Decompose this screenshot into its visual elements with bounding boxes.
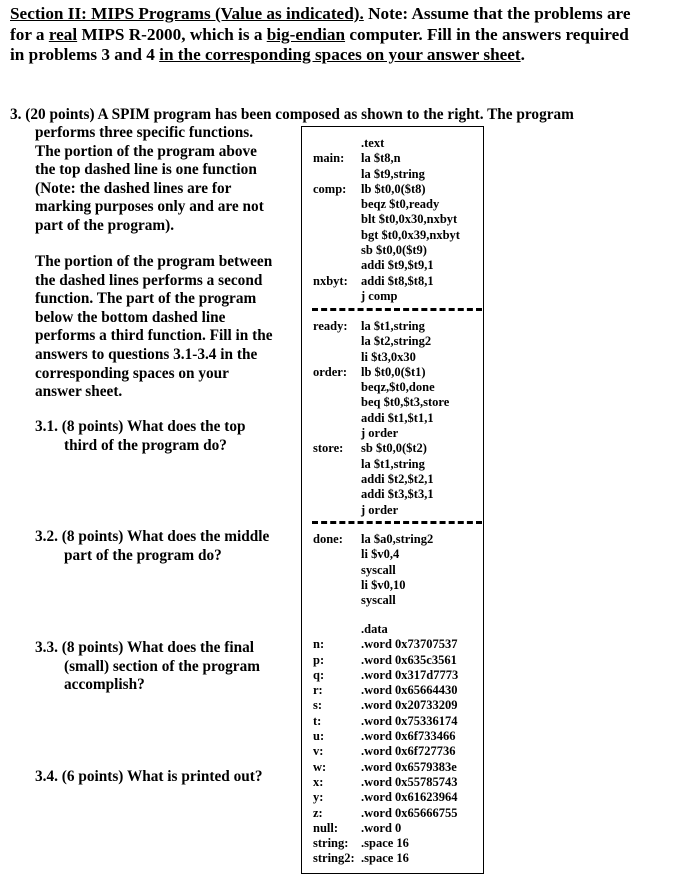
code-line xyxy=(302,212,485,227)
para1-line: performs three specific functions. xyxy=(35,124,254,141)
code-instruction: .word 0x55785743 xyxy=(361,774,458,789)
code-line xyxy=(302,578,485,593)
q32-line1: 3.2. (8 points) What does the middle xyxy=(35,528,270,545)
code-instruction: syscall xyxy=(361,593,396,608)
code-line xyxy=(302,243,485,258)
code-line xyxy=(302,228,485,243)
code-instruction: j comp xyxy=(361,288,398,303)
code-line xyxy=(302,197,485,212)
code-line xyxy=(302,547,485,562)
para2-line: function. The part of the program xyxy=(35,290,257,308)
code-line xyxy=(302,258,485,273)
note-real: real xyxy=(48,24,78,44)
code-line xyxy=(302,182,485,197)
note-period: . xyxy=(520,45,525,65)
code-label: w: xyxy=(313,759,327,774)
code-instruction: addi $t3,$t3,1 xyxy=(361,487,434,502)
code-instruction: beq $t0,$t3,store xyxy=(361,395,450,410)
para1-line: the top dashed line is one function xyxy=(35,161,257,179)
code-instruction: syscall xyxy=(361,562,396,577)
code-instruction: .word 0x65664430 xyxy=(361,683,458,698)
code-label: store: xyxy=(313,441,344,456)
q33-line1: 3.3. (8 points) What does the final xyxy=(35,639,254,656)
code-section-final xyxy=(302,532,485,608)
code-label: q: xyxy=(313,667,325,682)
code-line xyxy=(302,426,485,441)
code-label: order: xyxy=(313,364,348,379)
q32-line2: part of the program do? xyxy=(64,546,222,564)
code-instruction: .data xyxy=(361,622,388,636)
code-instruction: la $a0,string2 xyxy=(361,532,434,546)
code-label: v: xyxy=(313,744,324,759)
code-label: nxbyt: xyxy=(313,273,348,288)
code-line xyxy=(302,472,485,487)
para2-line: answers to questions 3.1-3.4 in the xyxy=(35,345,258,363)
section-title: Section II: MIPS Programs (Value as indicated). xyxy=(10,4,364,23)
code-instruction: .word 0x6f733466 xyxy=(361,729,456,744)
code-instruction: .word 0x317d7773 xyxy=(361,667,459,682)
code-instruction: addi $t2,$t2,1 xyxy=(361,471,434,486)
code-label: string: xyxy=(313,836,349,851)
code-instruction: .text xyxy=(361,136,385,150)
q33-line3: accomplish? xyxy=(64,676,145,694)
code-instruction: beqz $t0,ready xyxy=(361,197,440,212)
code-instruction: bgt $t0,0x39,nxbyt xyxy=(361,227,460,242)
note-text-2: MIPS R-2000, which is a xyxy=(77,24,267,44)
question-3-intro: 3. (20 points) A SPIM program has been composed as shown to the right. The program xyxy=(10,106,574,123)
code-instruction: li $t3,0x30 xyxy=(361,349,416,364)
para1-line: (Note: the dashed lines are for xyxy=(35,179,232,197)
code-line xyxy=(302,136,485,151)
code-label: p: xyxy=(313,652,325,667)
code-line xyxy=(302,760,485,775)
code-line xyxy=(302,395,485,410)
code-line xyxy=(302,668,485,683)
top-dashed-line xyxy=(312,308,482,311)
code-line xyxy=(302,698,485,713)
code-label: null: xyxy=(313,820,339,835)
code-line xyxy=(302,532,485,547)
code-instruction: .word 0x73707537 xyxy=(361,637,458,652)
question-3-para2 xyxy=(35,253,290,402)
code-instruction: .word 0x61623964 xyxy=(361,790,458,805)
code-line xyxy=(302,821,485,836)
code-line xyxy=(302,729,485,744)
code-line xyxy=(302,775,485,790)
code-label: y: xyxy=(313,790,324,805)
code-line xyxy=(302,503,485,518)
code-instruction: li $v0,10 xyxy=(361,577,406,592)
code-instruction: j order xyxy=(361,426,399,441)
code-line xyxy=(302,441,485,456)
code-line xyxy=(302,806,485,821)
q34-line1: 3.4. (6 points) What is printed out? xyxy=(35,768,263,785)
question-3-1 xyxy=(35,418,290,455)
code-label: x: xyxy=(313,774,324,789)
code-instruction: addi $t1,$t1,1 xyxy=(361,410,434,425)
code-section-text xyxy=(302,136,485,304)
code-label: main: xyxy=(313,151,345,166)
note-text-1: Note: Assume that the problems are for a xyxy=(10,4,631,44)
code-line xyxy=(302,683,485,698)
code-line xyxy=(302,350,485,365)
code-label: ready: xyxy=(313,319,348,333)
code-label: u: xyxy=(313,729,325,744)
para2-line: below the bottom dashed line xyxy=(35,308,226,326)
code-line xyxy=(302,851,485,866)
code-line xyxy=(302,593,485,608)
code-line xyxy=(302,637,485,652)
code-instruction: lb $t0,0($t8) xyxy=(361,181,426,196)
code-instruction: addi $t8,$t8,1 xyxy=(361,273,434,288)
code-instruction: sb $t0,0($t2) xyxy=(361,441,427,456)
code-instruction: j order xyxy=(361,502,399,517)
bottom-dashed-line xyxy=(312,521,482,524)
code-line xyxy=(302,411,485,426)
code-label: s: xyxy=(313,698,323,713)
code-label: n: xyxy=(313,637,325,652)
code-line xyxy=(302,380,485,395)
code-instruction: la $t8,n xyxy=(361,151,401,166)
para1-line: part of the program). xyxy=(35,216,175,234)
code-line xyxy=(302,714,485,729)
para1-line: marking purposes only and are not xyxy=(35,198,264,216)
code-instruction: li $v0,4 xyxy=(361,547,400,562)
code-instruction: .word 0 xyxy=(361,820,402,835)
q31-line2: third of the program do? xyxy=(64,436,227,454)
code-instruction: .word 0x635c3561 xyxy=(361,652,457,667)
code-instruction: sb $t0,0($t9) xyxy=(361,243,427,258)
code-line xyxy=(302,790,485,805)
note-big-endian: big-endian xyxy=(266,24,346,44)
code-line xyxy=(302,365,485,380)
code-line xyxy=(302,167,485,182)
code-instruction: la $t1,string xyxy=(361,319,425,333)
code-line xyxy=(302,457,485,472)
code-instruction: .word 0x20733209 xyxy=(361,698,458,713)
para2-line: performs a third function. Fill in the xyxy=(35,327,273,345)
code-instruction: lb $t0,0($t1) xyxy=(361,364,426,379)
q31-line1: 3.1. (8 points) What does the top xyxy=(35,418,246,435)
code-section-middle xyxy=(302,319,485,518)
question-3-para1 xyxy=(35,124,290,236)
note-text-3: computer. Fill in the answers required in problems 3 and 4 xyxy=(10,24,629,65)
code-label: done: xyxy=(313,532,343,546)
para2-line: answer sheet. xyxy=(35,383,123,401)
question-3-2 xyxy=(35,528,290,565)
section-header xyxy=(10,4,640,66)
q33-line2: (small) section of the program xyxy=(64,657,260,675)
code-line xyxy=(302,744,485,759)
code-instruction: .word 0x6579383e xyxy=(361,759,457,774)
code-line xyxy=(302,836,485,851)
para2-line: the dashed lines performs a second xyxy=(35,271,263,289)
note-answer-sheet: in the corresponding spaces on your answer sheet xyxy=(159,45,521,65)
code-line xyxy=(302,653,485,668)
code-line xyxy=(302,563,485,578)
code-label: r: xyxy=(313,683,323,698)
para1-line: The portion of the program above xyxy=(35,142,257,160)
code-instruction: .word 0x65666755 xyxy=(361,805,458,820)
code-line xyxy=(302,334,485,349)
code-line xyxy=(302,622,485,637)
para2-line: corresponding spaces on your xyxy=(35,364,229,382)
code-line xyxy=(302,274,485,289)
code-instruction: .space 16 xyxy=(361,836,409,851)
code-instruction: la $t2,string2 xyxy=(361,334,432,349)
code-line xyxy=(302,289,485,304)
question-3-3 xyxy=(35,639,290,695)
code-line xyxy=(302,319,485,334)
code-instruction: addi $t9,$t9,1 xyxy=(361,258,434,273)
code-label: z: xyxy=(313,805,323,820)
code-label: comp: xyxy=(313,181,347,196)
code-instruction: beqz,$t0,done xyxy=(361,380,435,395)
para2-line: The portion of the program between xyxy=(35,253,273,270)
code-instruction: .word 0x6f727736 xyxy=(361,744,456,759)
code-instruction: la $t1,string xyxy=(361,456,425,471)
code-section-data xyxy=(302,622,485,867)
code-line xyxy=(302,487,485,502)
question-3-4 xyxy=(35,768,290,787)
code-instruction: blt $t0,0x30,nxbyt xyxy=(361,212,458,227)
code-box xyxy=(301,126,484,874)
code-label: t: xyxy=(313,713,322,728)
code-instruction: .space 16 xyxy=(361,851,409,866)
code-instruction: la $t9,string xyxy=(361,166,425,181)
code-label: string2: xyxy=(313,851,355,866)
code-instruction: .word 0x75336174 xyxy=(361,713,458,728)
code-line xyxy=(302,151,485,166)
